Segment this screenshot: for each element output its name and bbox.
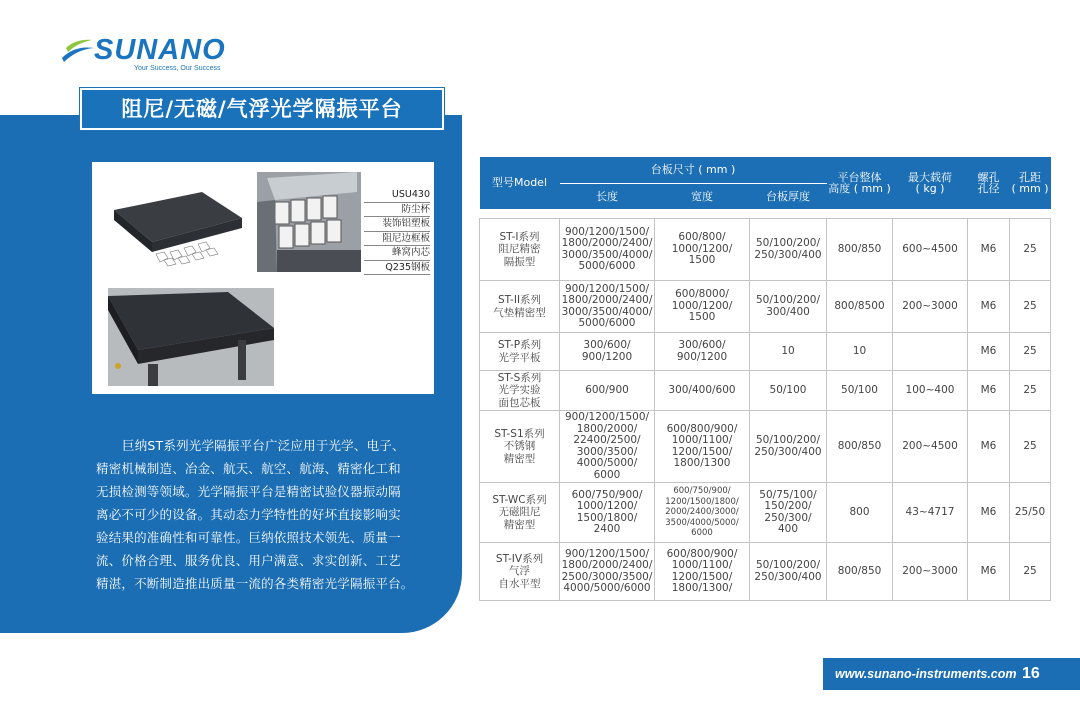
table-row [480,411,1051,483]
footer-url: www.sunano-instruments.com [835,667,1017,681]
thickness-cell: 50/100/200/ 250/300/400 [750,219,827,281]
hole-cell: M6 [968,543,1010,601]
model-cell: ST-II系列 气垫精密型 [480,281,560,333]
height-cell: 10 [827,333,893,371]
description-line: 无损检测等领域。光学隔振平台是精密试验仪器振动隔 [96,484,401,499]
legend-item: Q235钢板 [364,261,430,276]
model-cell: ST-I系列 阻尼精密 隔振型 [480,219,560,281]
height-cell: 50/100 [827,371,893,411]
pitch-cell: 25 [1010,371,1051,411]
height-cell: 800/850 [827,219,893,281]
layer-legend [364,188,430,275]
length-cell: 900/1200/1500/ 1800/2000/2400/ 3000/3500/4000/ 5000/6000 [560,281,655,333]
thickness-cell: 50/100/200/ 250/300/400 [750,543,827,601]
length-cell: 900/1200/1500/ 1800/2000/2400/ 2500/3000/3500/ 4000/5000/6000 [560,543,655,601]
header-board-size: 台板尺寸 ( mm ) [560,157,827,183]
hole-cell: M6 [968,411,1010,483]
spec-table [479,157,1051,601]
table-row [480,371,1051,411]
legend-item: 防尘杯 [364,203,430,218]
header-thickness: 台板厚度 [750,183,827,209]
width-cell: 600/8000/ 1000/1200/ 1500 [655,281,750,333]
brand-logo [60,32,260,82]
height-cell: 800 [827,483,893,543]
length-cell: 600/750/900/ 1000/1200/ 1500/1800/ 2400 [560,483,655,543]
table-row [480,483,1051,543]
legend-item: 蜂窝内芯 [364,246,430,261]
hole-cell: M6 [968,483,1010,543]
width-cell: 600/800/900/ 1000/1100/ 1200/1500/ 1800/1300/ [655,543,750,601]
hole-cell: M6 [968,333,1010,371]
hole-cell: M6 [968,371,1010,411]
optical-table-photo [106,182,246,268]
legend-item: 阻尼边框板 [364,232,430,247]
pitch-cell: 25 [1010,281,1051,333]
page-title: 阻尼/无磁/气浮光学隔振平台 [80,88,444,130]
pitch-cell: 25 [1010,333,1051,371]
description-line: 精密机械制造、冶金、航天、航空、航海、精密化工和 [96,461,401,476]
load-cell [893,333,968,371]
hole-cell: M6 [968,219,1010,281]
width-cell: 300/400/600 [655,371,750,411]
spec-table-body [480,209,1051,601]
header-model: 型号Model [480,157,560,209]
model-cell: ST-S系列 光学实验 面包芯板 [480,371,560,411]
pitch-cell: 25 [1010,543,1051,601]
width-cell: 600/800/ 1000/1200/ 1500 [655,219,750,281]
pitch-cell: 25/50 [1010,483,1051,543]
length-cell: 900/1200/1500/ 1800/2000/2400/ 3000/3500/4000/ 5000/6000 [560,219,655,281]
length-cell: 600/900 [560,371,655,411]
load-cell: 200~3000 [893,281,968,333]
model-cell: ST-S1系列 不锈钢 精密型 [480,411,560,483]
product-photos [92,162,434,394]
width-cell: 600/800/900/ 1000/1100/ 1200/1500/ 1800/1300 [655,411,750,483]
table-row [480,281,1051,333]
footer-bar [823,658,1080,690]
table-row [480,219,1051,281]
description-line: 离必不可少的设备。其动态力学特性的好坏直接影响实 [96,507,401,522]
thickness-cell: 50/100/200/ 300/400 [750,281,827,333]
model-cell: ST-WC系列 无磁阻尼 精密型 [480,483,560,543]
description-line: 验结果的准确性和可靠性。巨纳依照技术领先、质量一 [96,530,401,545]
length-cell: 300/600/ 900/1200 [560,333,655,371]
brand-name: SUNANO [94,34,226,66]
table-row [480,543,1051,601]
header-screw-hole: 螺孔 孔径 [968,157,1010,209]
header-length: 长度 [560,183,655,209]
width-cell: 300/600/ 900/1200 [655,333,750,371]
load-cell: 200~4500 [893,411,968,483]
model-cell: ST-P系列 光学平板 [480,333,560,371]
thickness-cell: 50/100 [750,371,827,411]
description-line: 流、价格合理、服务优良、用户满意、求实创新、工艺 [96,553,401,568]
thickness-cell: 10 [750,333,827,371]
page-number: 16 [1022,665,1040,682]
description-line: 精湛，不断制造推出质量一流的各类精密光学隔振平台。 [96,576,414,591]
description-text [96,434,446,595]
thickness-cell: 50/100/200/ 250/300/400 [750,411,827,483]
header-overall-height: 平台整体 高度 ( mm ) [827,157,893,209]
thickness-cell: 50/75/100/ 150/200/ 250/300/ 400 [750,483,827,543]
table-row [480,333,1051,371]
height-cell: 800/850 [827,543,893,601]
pitch-cell: 25 [1010,411,1051,483]
description-line: 巨纳ST系列光学隔振平台广泛应用于光学、电子、 [122,438,405,453]
length-cell: 900/1200/1500/ 1800/2000/ 22400/2500/ 3000/3500/ 4000/5000/ 6000 [560,411,655,483]
load-cell: 200~3000 [893,543,968,601]
pitch-cell: 25 [1010,219,1051,281]
legend-item: USU430 [364,188,430,203]
honeycomb-core-photo [257,172,361,272]
header-hole-pitch: 孔距 ( mm ) [1010,157,1051,209]
width-cell: 600/750/900/ 1200/1500/1800/ 2000/2400/3000/ 3500/4000/5000/ 6000 [655,483,750,543]
swoosh-logo-icon [60,36,96,66]
lab-table-photo [108,288,274,386]
hole-cell: M6 [968,281,1010,333]
load-cell: 100~400 [893,371,968,411]
legend-item: 装饰铝塑板 [364,217,430,232]
header-max-load: 最大载荷 ( kg ) [893,157,968,209]
model-cell: ST-IV系列 气浮 自水平型 [480,543,560,601]
height-cell: 800/8500 [827,281,893,333]
brand-tagline: Your Success, Our Success [134,65,221,72]
header-width: 宽度 [655,183,750,209]
load-cell: 600~4500 [893,219,968,281]
height-cell: 800/850 [827,411,893,483]
load-cell: 43~4717 [893,483,968,543]
